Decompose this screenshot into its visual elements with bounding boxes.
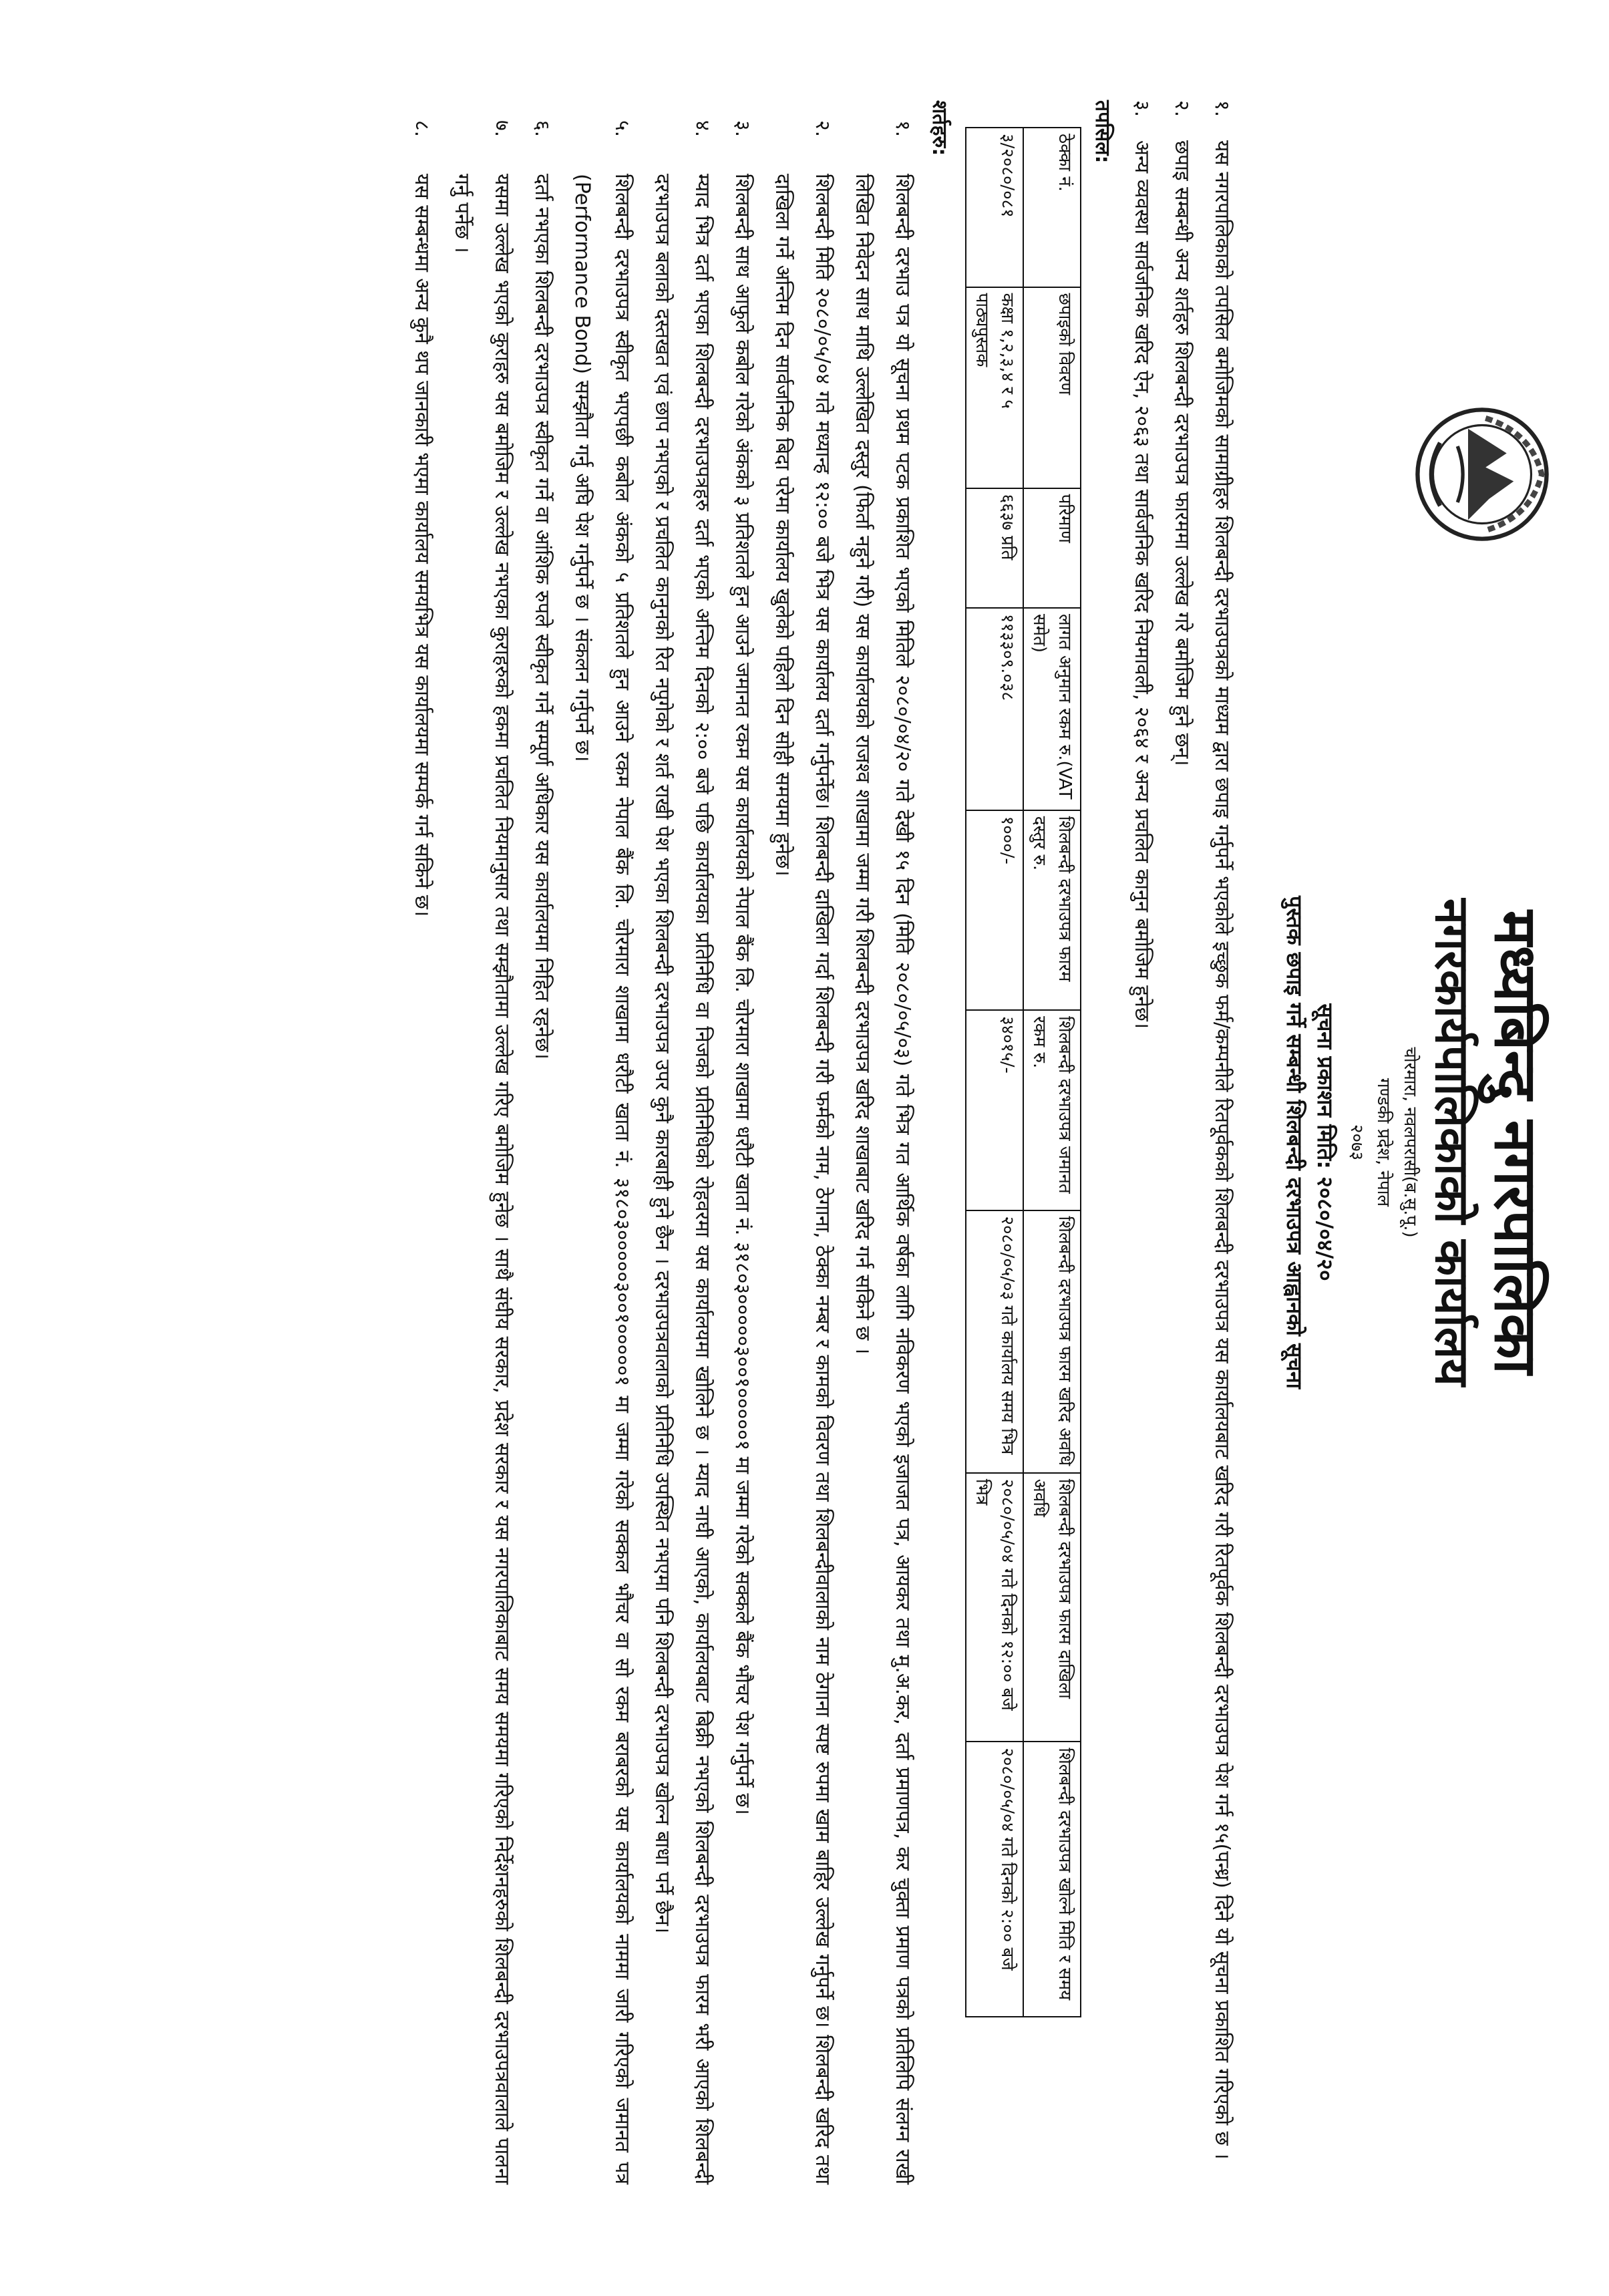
address: चोरमारा, नवलपरासी(ब.सु.पू.) [1400,1047,1420,1238]
item-text: शिलबन्दी साथ आफुले कबोल गरेको अंकको ३ प्रतिशतले हुन आउने जमानत रकम यस कार्यालयको नेपाल बैंक लि. चोरमारा शाखामा धरौटी खाता नं. ३१८०३०००००३००१०००००१ मा जम्मा गरेको सक्कले बैंक भौचर पेश गर्नुपर्ने छ। [731,174,754,1815]
column-header: लागत अनुमान रकम रु.(VAT समेत) [1023,608,1081,810]
table-cell: ३४०१५/- [966,1010,1023,1210]
nepal-emblem-icon [1412,404,1552,544]
item-number: ८. [410,120,433,138]
item-number: १. [1210,100,1234,118]
province: गण्डकी प्रदेश, नेपाल [1373,1078,1393,1207]
item-text: छपाइ सम्बन्धी अन्य शर्तहरु शिलबन्दी दरभाउपत्र फारममा उल्लेख गरे बमोजिम हुने छन्। [1170,140,1194,766]
table-cell: ६६३७ प्रति [966,488,1023,608]
column-header: शिलबन्दी दरभाउपत्र खोल्ने मिति र समय [1023,1742,1081,2017]
item-text: शिलबन्दी दरभाउपत्र स्वीकृत भएपछी कबोल अंकको ५ प्रतिशतले हुन आउने रकम नेपाल बैंक लि. चोरमारा शाखामा धरौटी खाता नं. ३१८०३०००००३००१०००००१ मा जम्मा गरेको सक्कल भौचर वा सो रकम बराबरको यस कार्यालयको नाममा जारी गरिएको जमानत पत्र (Performance Bond) सम्झौता गर्नु अघि पेश गर्नुपर्ने छ । संकलन गर्नुपर्ने छ। [570,174,634,2184]
column-header: छपाइको विवरण [1023,287,1081,488]
intro-item [1202,100,1242,2184]
item-number: ४. [691,120,714,138]
table-row [966,128,1023,2017]
condition-item [562,120,642,2184]
column-header: शिलबन्दी दरभाउपत्र फारम दस्तुर रु. [1023,810,1081,1010]
contract-table [965,127,1081,2017]
table-cell: २०८०/०५/०४ गते दिनको २:०० बजे [966,1742,1023,2017]
column-header: शिलबन्दी दरभाउपत्र जमानत रकम रु. [1023,1010,1081,1210]
item-number: ६. [530,120,554,138]
item-text: म्याद भित्र दर्ता भएका शिलबन्दी दरभाउपत्रहरु दर्ता भएको अन्तिम दिनको २:०० बजे पछि कार्यालयका प्रतिनिधि वा निजको प्रतिनिधिको रोहवरमा यस कार्यालयमा खोलिने छ । म्याद नाघी आएको, कार्यालयबाट बिक्री नभएको शिलबन्दी दरभाउपत्र फारम भरी आएको शिलबन्दी दरभाउपत्र बलाको दस्तखत एवं छाप नभएको र प्रचलित कानुनको रित नपुगेको र शर्त राखी पेश भएका शिलबन्दी दरभाउपत्र उपर कुनै कारबाही हुने छैन । दरभाउपत्रवालाको प्रतिनिधि उपस्थित नभएमा पनि शिलबन्दी दरभाउपत्र खोल्न बाधा पर्ने छैन। [651,174,714,2184]
table-cell: १०००/- [966,810,1023,1010]
condition-item [441,120,522,2184]
column-header: शिलबन्दी दरभाउपत्र फारम दाखिला अवधि [1023,1473,1081,1742]
column-header: परिमाण [1023,488,1081,608]
item-number: ५. [610,120,634,138]
item-text: यसमा उल्लेख भएको कुराहरु यस बमोजिम र उल्लेख नभएका कुराहरुको हकमा प्रचलित नियमानुसार तथा सम्झौतामा उल्लेख गरिए बमोजिम हुनेछ । साथै संघीय सरकार, प्रदेश सरकार र यस नगरपालिकाबाट समय समयमा गरिएको निर्देशनहरुको शिलबन्दी दरभाउपत्रवालाले पालना गर्नु पर्नेछ । [450,174,514,2184]
conditions-label: शर्तहरु: [928,100,951,156]
table-cell: २०८०/०५/०४ गते दिनको १२:०० बजे भित्र [966,1473,1023,1742]
notice-subject: पुस्तक छपाइ गर्ने सम्बन्धी शिलबन्दी दरभाउपत्र आह्वानको सूचना [1282,896,1307,1389]
condition-item [401,120,441,2184]
establishment-year: २०७३ [1347,1124,1367,1161]
item-number: २. [811,120,834,138]
tapsil-label: तपसिल: [1091,100,1114,164]
column-header: ठेक्का नं. [1023,128,1081,287]
column-header: शिलबन्दी दरभाउपत्र फारम खरिद अवधि [1023,1210,1081,1473]
item-text: अन्य व्यवस्था सार्वजनिक खरिद ऐन, २०६३ तथा सार्वजनिक खरिद नियमावली, २०६४ र अन्य प्रचलित कानुन बमोजिम हुनेछ। [1130,140,1153,1029]
letterhead [1242,100,1556,2184]
table-cell: ११३३०९.०३८ [966,608,1023,810]
office-name: नगरकार्यपालिकाको कार्यालय [1425,898,1479,1386]
item-number: ७. [490,120,514,138]
municipality-name: मध्यबिन्दु नगरपालिका [1481,910,1550,1375]
condition-item [642,120,722,2184]
conditions-list [401,100,922,2184]
item-text: शिलबन्दी मिति २०८०/०५/०४ गते मध्यान्ह १२:०० बजे भित्र यस कार्यालय दर्ता गर्नुपर्नेछ। शिलबन्दी दाखिला गर्दा शिलबन्दी गरी फर्मको नाम, ठेगाना, ठेक्का नम्बर र कामको विवरण तथा शिलबन्दीवालाको नाम ठेगाना स्पष्ट रुपमा खाम बाहिर उल्लेख गर्नुपर्ने छ। शिलबन्दी खरिद तथा दाखिला गर्ने अन्तिम दिन सार्वजनिक बिदा परेमा कार्यालय खुलेको पहिलो दिन सोही समयमा हुनेछ। [771,174,834,2184]
table-cell: ३/२०८०/०८१ [966,128,1023,287]
item-number: २. [1170,100,1194,118]
item-text: शिलबन्दी दरभाउ पत्र यो सूचना प्रथम पटक प्रकाशित भएको मितिले २०८०/०४/२० गते देखी १५ दिन (मिति २०८०/०५/०३) गते भित्र गत आर्थिक वर्षका लागि नविकरण भएको इजाजत पत्र, आयकर तथा मु.अ.कर, दर्ता प्रमाणपत्र, कर चुक्ता प्रमाण पत्रको प्रतिलिपि संलग्न राखी लिखित निवेदन साथ माथि उल्लेखित दस्तुर (फिर्ता नहुने गरी) यस कार्यालयको राजश्व शाखामा जम्मा गरी शिलबन्दी दरभाउपत्र खरिद शाखाबाट खरिद गर्न सकिने छ । [851,174,914,2184]
item-number: १. [891,120,914,138]
condition-item [522,120,562,2184]
condition-item [762,120,842,2184]
table-cell: कक्षा १,२,३,४ र ५ पाठ्यपुस्तक [966,287,1023,488]
intro-item [1121,100,1161,2184]
table-header-row [1023,128,1081,2017]
notice-body [401,100,1242,2184]
condition-item [722,120,762,2184]
publish-date: सूचना प्रकाशन मिति: २०८०/०४/२० [1312,1003,1338,1281]
item-text: दर्ता नभएका शिलबन्दी दरभाउपत्र स्वीकृत गर्ने वा आंशिक रुपले स्वीकृत गर्ने सम्पूर्ण अधिकार यस कार्यालयमा निहित रहनेछ। [530,174,554,1059]
table-cell: २०८०/०५/०३ गते कार्यालय समय भित्र [966,1210,1023,1473]
notice-document [53,100,1556,2184]
condition-item [842,120,922,2184]
item-text: यस नगरपालिकाको तपसिल बमोजिमको सामाग्रीहरु शिलबन्दी दरभाउपत्रको माध्यम द्वारा छपाइ गर्नुपर्ने भएकोले इच्छुक फर्म/कम्पनीले रितपूर्वकको शिलबन्दी दरभाउपत्र यस कार्यालयबाट खरिद गरी रितपूर्वक शिलबन्दी दरभाउपत्र पेश गर्न १५(पन्ध्र) दिने यो सूचना प्रकाशित गरिएको छ । [1210,140,1234,2160]
item-number: ३. [1130,100,1153,118]
item-text: यस सम्बन्धमा अन्य कुनै थप जानकारी भएमा कार्यालय समयभित्र यस कार्यालयमा सम्पर्क गर्न सकिने छ। [410,174,433,917]
intro-item [1161,100,1202,2184]
item-number: ३. [731,120,754,138]
